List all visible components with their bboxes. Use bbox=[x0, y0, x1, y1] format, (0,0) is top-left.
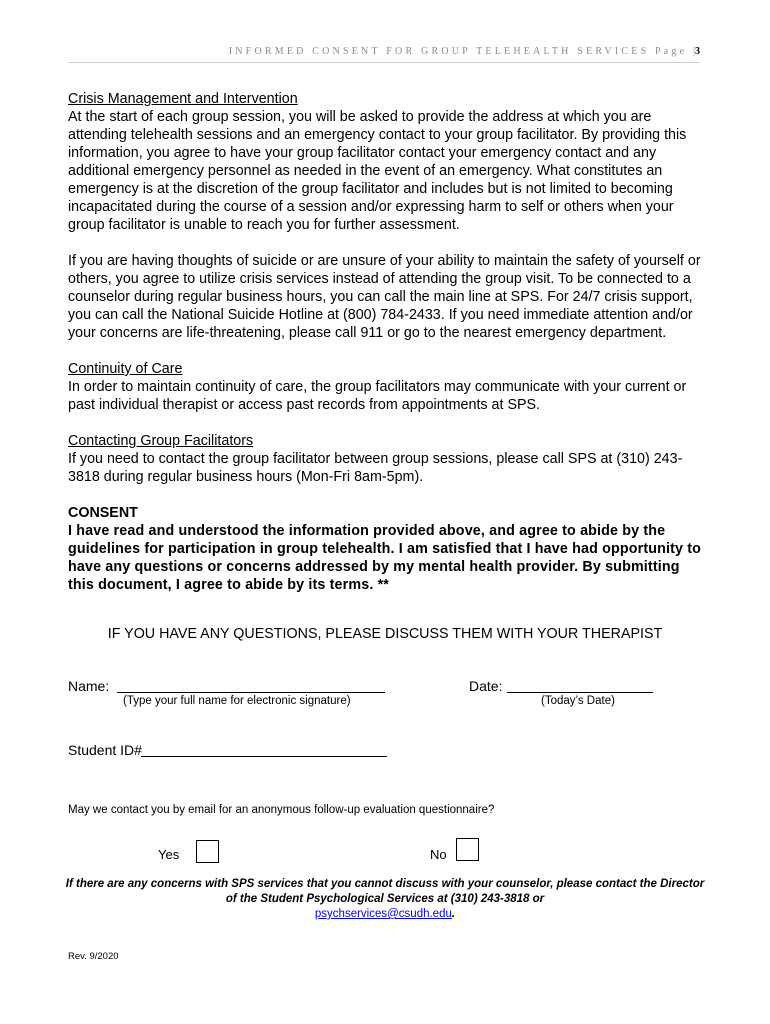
header-title: INFORMED CONSENT FOR GROUP TELEHEALTH SERVICES bbox=[228, 46, 650, 57]
date-label: Date: bbox=[469, 678, 503, 694]
no-label: No bbox=[430, 847, 447, 862]
no-checkbox[interactable] bbox=[456, 838, 479, 861]
consent-statement: I have read and understood the information provided above, and agree to abide by the guidelines for participation in group telehealth. I am satisfied that I have had opportunity to have any questions or concerns addressed by my mental health provider. By submitting this document, I agree to abide by its terms. ** bbox=[68, 523, 702, 593]
continuity-paragraph: In order to maintain continuity of care, the group facilitators may communicate with your current or past individual therapist or access past records from appointments at SPS. bbox=[68, 379, 687, 413]
page-number: 3 bbox=[695, 46, 700, 57]
header-divider bbox=[68, 62, 700, 63]
header-separator: | bbox=[692, 46, 695, 57]
email-link[interactable]: psychservices@csudh.edu bbox=[314, 908, 452, 920]
student-id-input-line[interactable] bbox=[141, 756, 387, 757]
date-hint: (Today’s Date) bbox=[541, 695, 615, 707]
crisis-paragraph-2: If you are having thoughts of suicide or are unsure of your ability to maintain the safety of yourself or others, you agree to utilize crisis services instead of attending the group visit. To be connected to a counselor during regular business hours, you can call the main line at SPS. For 24/7 crisis support, you can call the National Suicide Hotline at (800) 784-2433. If you need immediate attention and/or your concerns are life-threatening, please call 911 or go to the nearest emergency department. bbox=[68, 253, 701, 341]
document-body bbox=[68, 90, 708, 594]
questions-notice: IF YOU HAVE ANY QUESTIONS, PLEASE DISCUSS THEM WITH YOUR THERAPIST bbox=[107, 626, 663, 642]
name-label: Name: bbox=[68, 678, 110, 694]
yes-label: Yes bbox=[158, 847, 180, 862]
name-hint: (Type your full name for electronic signature) bbox=[123, 695, 351, 707]
footer-note-text: If there are any concerns with SPS services that you cannot discuss with your counselor, please contact the Director of the Student Psychological Services at (310) 243-3818 or bbox=[65, 878, 705, 905]
page-header bbox=[68, 46, 700, 57]
student-id-label: Student ID# bbox=[68, 742, 142, 758]
yes-checkbox[interactable] bbox=[196, 840, 219, 863]
date-input-line[interactable] bbox=[507, 692, 653, 693]
revision-label: Rev. 9/2020 bbox=[68, 951, 119, 962]
footer-period: . bbox=[451, 908, 456, 920]
contacting-section-title: Contacting Group Facilitators bbox=[68, 433, 254, 449]
contact-question: May we contact you by email for an anonymous follow-up evaluation questionnaire? bbox=[68, 804, 495, 816]
consent-title: CONSENT bbox=[68, 505, 138, 521]
footer-note bbox=[60, 877, 710, 922]
header-page-label: Page bbox=[655, 46, 688, 57]
contacting-paragraph: If you need to contact the group facilitator between group sessions, please call SPS at (310) 243-3818 during regular business hours (Mon-Fri 8am-5pm). bbox=[68, 451, 683, 485]
name-input-line[interactable] bbox=[117, 692, 385, 693]
crisis-paragraph-1: At the start of each group session, you will be asked to provide the address at which you are attending telehealth sessions and an emergency contact to your group facilitator. By providing this information, you agree to have your group facilitator contact your emergency contact and any additional emergency personnel as needed in the event of an emergency. What constitutes an emergency is at the discretion of the group facilitator and includes but is not limited to becoming incapacitated during the course of a session and/or expressing harm to self or others when your group facilitator is unable to reach you for further assessment. bbox=[68, 109, 687, 233]
continuity-section-title: Continuity of Care bbox=[68, 361, 183, 377]
crisis-section-title: Crisis Management and Intervention bbox=[68, 91, 298, 107]
